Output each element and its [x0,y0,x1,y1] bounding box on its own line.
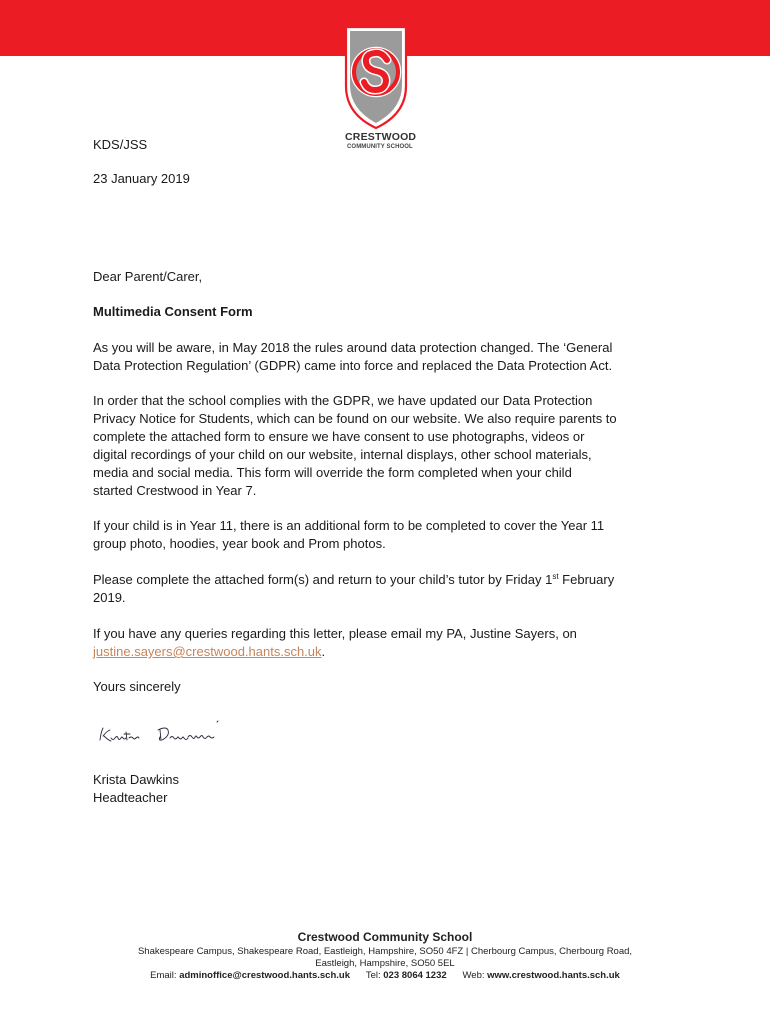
paragraph-line: Data Protection Regulation’ (GDPR) came into force and replaced the Data Protection Act. [93,358,613,373]
pa-email-link[interactable]: justine.sayers@crestwood.hants.sch.uk [93,644,322,659]
paragraph-line: Privacy Notice for Students, which can be found on our website. We also require parents to [93,411,617,426]
email-period: . [321,644,326,659]
letter-reference: KDS/JSS [93,137,148,152]
letter-subject: Multimedia Consent Form [93,304,253,319]
salutation: Dear Parent/Carer, [93,269,203,284]
footer-tel-label: Tel: [365,970,384,981]
headteacher-signature [96,718,241,750]
school-subtitle: COMMUNITY SCHOOL [347,144,413,150]
school-name: CRESTWOOD [345,131,417,143]
paragraph-line: group photo, hoodies, year book and Prom photos. [93,536,386,551]
footer-school-name: Crestwood Community School [297,930,473,944]
footer-web-label: Web: [462,970,488,981]
paragraph-line: If you have any queries regarding this letter, please email my PA, Justine Sayers, on [93,626,577,641]
closing: Yours sincerely [93,679,181,694]
paragraph-line: started Crestwood in Year 7. [93,483,257,498]
footer-contact-line [0,970,770,981]
footer-email[interactable]: adminoffice@crestwood.hants.sch.uk [179,970,350,981]
letter-date: 23 January 2019 [93,171,190,186]
school-crest-logo [344,24,408,130]
paragraph-gdpr-intro [93,339,693,375]
paragraph-deadline [93,571,693,607]
paragraph-line: complete the attached form to ensure we have consent to use photographs, videos or [93,429,585,444]
footer-address-line-2: Eastleigh, Hampshire, SO50 5EL [315,958,455,969]
footer-email-label: Email: [150,970,180,981]
footer-web[interactable]: www.crestwood.hants.sch.uk [487,970,620,981]
signer-title: Headteacher [93,790,168,805]
paragraph-line: If your child is in Year 11, there is an additional form to be completed to cover the Year 11 [93,518,605,533]
paragraph-line: media and social media. This form will override the form completed when your child [93,465,572,480]
paragraph-line: 2019. [93,590,126,605]
paragraph-privacy-notice [93,392,693,500]
date-ordinal: st [552,572,559,581]
paragraph-line: digital recordings of your child on our website, internal displays, other school materials, [93,447,592,462]
paragraph-queries [93,625,693,661]
footer-address-line-1: Shakespeare Campus, Shakespeare Road, Eastleigh, Hampshire, SO50 4FZ | Cherbourg Campus, Cherbourg Road, [137,946,633,957]
deadline-month: February [558,572,615,587]
signer-name: Krista Dawkins [93,772,179,787]
paragraph-line [93,643,693,661]
paragraph-year-11 [93,517,693,553]
footer-tel: 023 8064 1232 [383,970,447,981]
paragraph-line: As you will be aware, in May 2018 the rules around data protection changed. The ‘General [93,340,613,355]
deadline-text: Please complete the attached form(s) and return to your child’s tutor by Friday 1 [93,572,553,587]
paragraph-line: In order that the school complies with the GDPR, we have updated our Data Protection [93,393,593,408]
paragraph-line [93,571,693,589]
